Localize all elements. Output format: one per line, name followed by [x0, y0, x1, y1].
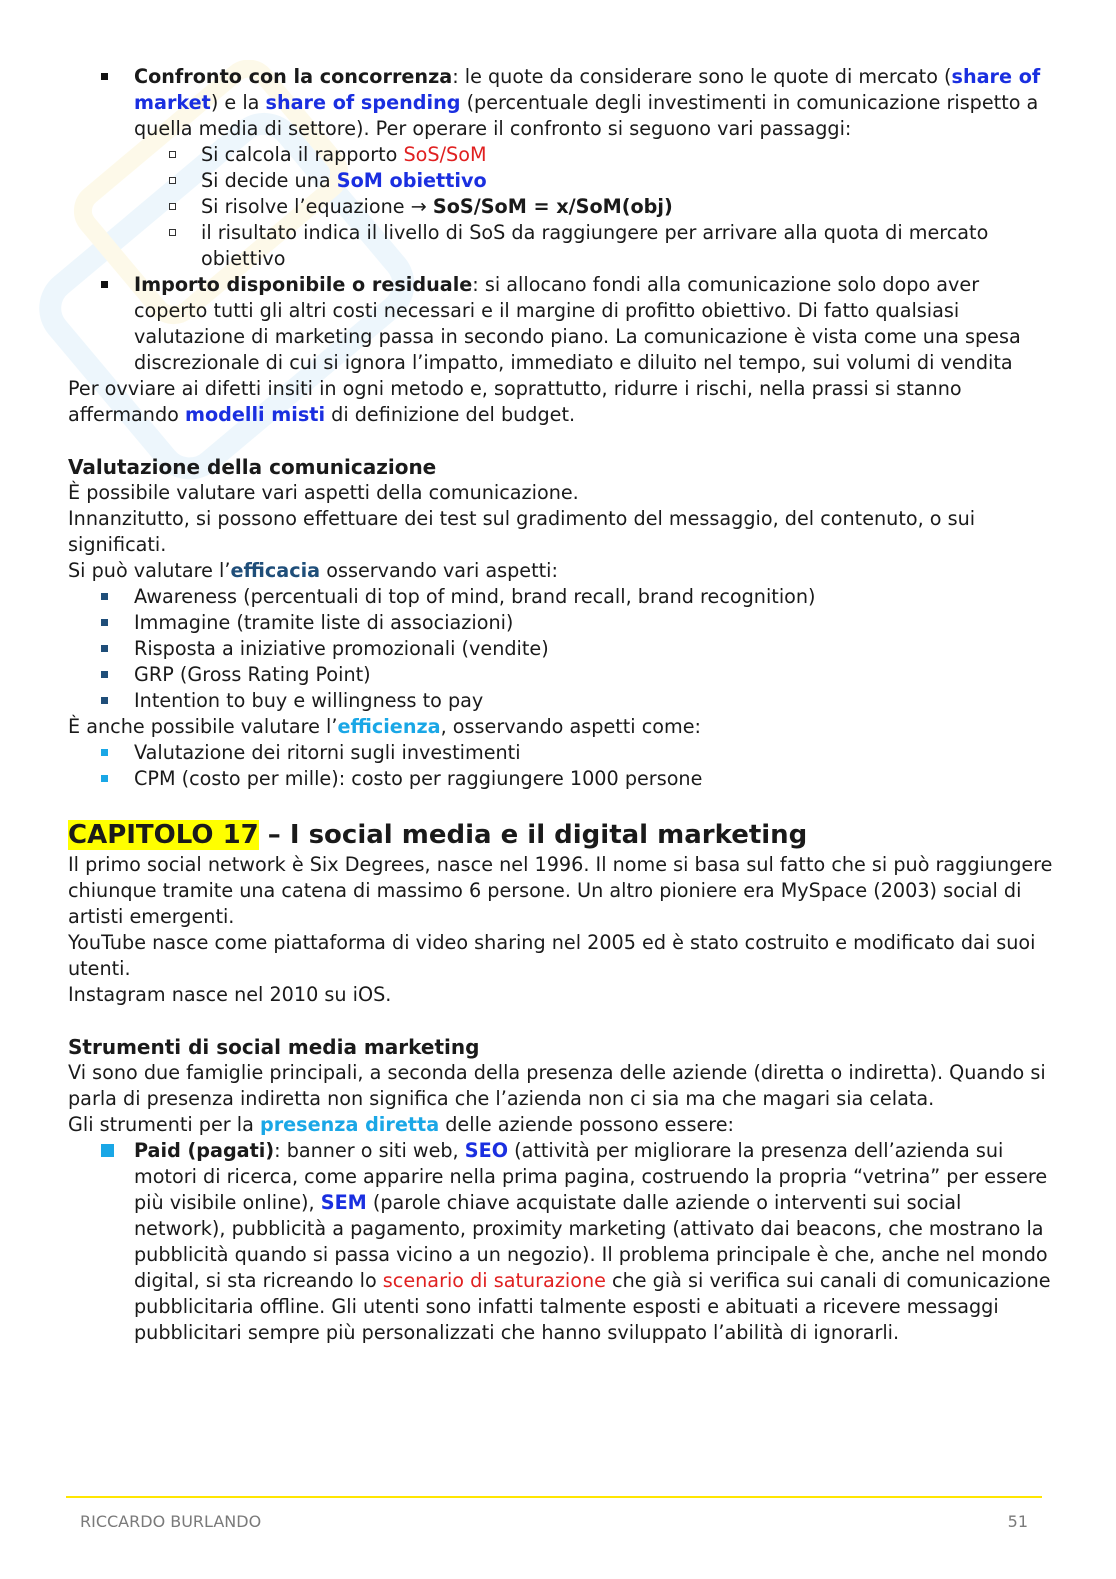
- item-text: che già si verifica sui canali di comunicazione pubblicitaria offline. Gli utenti sono infatti talmente esposti e abituati a ricevere messaggi pubblicitari sempre più personalizzati che hanno sviluppato l’abilità di ignorarli.: [134, 1269, 1051, 1344]
- chapter-label: CAPITOLO 17: [68, 820, 259, 850]
- item-text: GRP (Gross Rating Point): [134, 663, 371, 686]
- list-item: [68, 688, 1058, 714]
- paragraph-text: , osservando aspetti come:: [440, 715, 701, 738]
- list-item: [68, 64, 1058, 272]
- item-text: Immagine (tramite liste di associazioni): [134, 611, 514, 634]
- item-lead: Paid (pagati): [134, 1139, 275, 1162]
- item-text: (percentuale degli investimenti in comunicazione rispetto a quella media di settore). Per operare il confronto si seguono vari passaggi:: [134, 91, 1039, 140]
- paragraph-text: Per ovviare ai difetti insiti in ogni metodo e, soprattutto, ridurre i rischi, nella prassi si stanno affermando: [68, 377, 962, 426]
- keyword-presenza-diretta: presenza diretta: [259, 1113, 440, 1136]
- hollow-square-bullet-icon: [169, 229, 176, 236]
- list-item: [68, 662, 1058, 688]
- paragraph: [68, 558, 1058, 584]
- strumenti-list: [68, 1138, 1058, 1346]
- footer-divider: [66, 1496, 1042, 1498]
- item-text: : banner o siti web,: [274, 1139, 465, 1162]
- paragraph: [68, 1112, 1058, 1138]
- chapter-title: [68, 818, 1058, 852]
- bullet-icon: [101, 1144, 114, 1157]
- hollow-square-bullet-icon: [169, 177, 176, 184]
- item-lead: Importo disponibile o residuale: [134, 273, 473, 296]
- item-text: (parole chiave acquistate dalle aziende o interventi sui social network), pubblicità a pagamento, proximity marketing (attivato dai beacons, che mostrano la pubblicità quando si passa vicino a un negozio). Il problema principale è che, anche nel mondo digital, si sta ricreando lo: [134, 1191, 1048, 1292]
- bullet-icon: [101, 697, 108, 704]
- list-item: [68, 766, 1058, 792]
- list-item: [68, 740, 1058, 766]
- item-text: Risposta a iniziative promozionali (vendite): [134, 637, 549, 660]
- paragraph: Instagram nasce nel 2010 su iOS.: [68, 983, 392, 1006]
- bullet-icon: [101, 645, 108, 652]
- item-text: Valutazione dei ritorni sugli investimenti: [134, 741, 521, 764]
- keyword-modelli-misti: modelli misti: [184, 403, 326, 426]
- paragraph: Innanzitutto, si possono effettuare dei test sul gradimento del messaggio, del contenuto, o sui significati.: [68, 507, 976, 556]
- page-number: 51: [1007, 1512, 1028, 1531]
- list-item: [68, 610, 1058, 636]
- keyword-som-obiettivo: SoM obiettivo: [336, 169, 487, 192]
- step-text: il risultato indica il livello di SoS da raggiungere per arrivare alla quota di mercato obiettivo: [201, 221, 989, 270]
- keyword-seo: SEO: [464, 1139, 509, 1162]
- red-term: SoS/SoM: [403, 143, 487, 166]
- paragraph-text: Si può valutare l’: [68, 559, 231, 582]
- item-text: : si allocano fondi alla comunicazione solo dopo aver coperto tutti gli altri costi necessari e il margine di profitto obiettivo. Di fatto qualsiasi valutazione di marketing passa in secondo piano. La comunicazione è vista come una spesa discrezionale di cui si ignora l’impatto, immediato e diluito nel tempo, sui volumi di vendita: [134, 273, 1021, 374]
- list-item: [68, 142, 1058, 168]
- item-text: ) e la: [210, 91, 266, 114]
- step-text: Si risolve l’equazione →: [201, 195, 433, 218]
- paragraph-text: di definizione del budget.: [325, 403, 576, 426]
- list-item: [68, 220, 1058, 272]
- bullet-icon: [101, 73, 108, 80]
- item-text: : le quote da considerare sono le quote di mercato (: [452, 65, 952, 88]
- step-text: Si calcola il rapporto: [201, 143, 404, 166]
- paragraph: Il primo social network è Six Degrees, nasce nel 1996. Il nome si basa sul fatto che si può raggiungere chiunque tramite una catena di massimo 6 persone. Un altro pioniere era MySpace (2003) social di artisti emergenti.: [68, 853, 1053, 928]
- item-text: (attività per migliorare la presenza dell’azienda sui motori di ricerca, come apparire nella prima pagina, costruendo la propria “vetrina” per essere più visibile online),: [134, 1139, 1048, 1214]
- paragraph-text: È anche possibile valutare l’: [68, 715, 338, 738]
- bullet-icon: [101, 281, 108, 288]
- paragraph-text: osservando vari aspetti:: [320, 559, 558, 582]
- list-item: [68, 272, 1058, 376]
- bullet-icon: [101, 671, 108, 678]
- item-text: Intention to buy e willingness to pay: [134, 689, 484, 712]
- item-text: CPM (costo per mille): costo per raggiungere 1000 persone: [134, 767, 703, 790]
- section-heading: Valutazione della comunicazione: [68, 455, 437, 479]
- keyword-efficienza: efficienza: [337, 715, 441, 738]
- bullet-icon: [101, 775, 108, 782]
- paragraph-text: delle aziende possono essere:: [439, 1113, 735, 1136]
- list-item: [68, 584, 1058, 610]
- efficienza-list: [68, 740, 1058, 792]
- step-text: Si decide una: [201, 169, 337, 192]
- keyword-share-of-market: share of market: [134, 65, 1041, 114]
- spacer: [68, 428, 1058, 454]
- keyword-share-of-spending: share of spending: [265, 91, 461, 114]
- efficacia-list: [68, 584, 1058, 714]
- steps-list: [134, 142, 1058, 272]
- spacer: [68, 1008, 1058, 1034]
- mixed-models-paragraph: [68, 376, 1058, 428]
- paragraph: È possibile valutare vari aspetti della comunicazione.: [68, 481, 579, 504]
- bullet-icon: [101, 619, 108, 626]
- item-lead: Confronto con la concorrenza: [134, 65, 453, 88]
- list-item: [68, 636, 1058, 662]
- section-heading: Strumenti di social media marketing: [68, 1035, 480, 1059]
- list-item: [68, 1138, 1058, 1346]
- list-item: [68, 194, 1058, 220]
- equation: SoS/SoM = x/SoM(obj): [432, 195, 673, 218]
- page-content: [68, 64, 1058, 1346]
- red-term: scenario di saturazione: [382, 1269, 606, 1292]
- footer-author: RICCARDO BURLANDO: [80, 1512, 262, 1531]
- bullet-icon: [101, 593, 108, 600]
- keyword-efficacia: efficacia: [230, 559, 321, 582]
- paragraph: YouTube nasce come piattaforma di video sharing nel 2005 ed è stato costruito e modificato dai suoi utenti.: [68, 931, 1036, 980]
- hollow-square-bullet-icon: [169, 151, 176, 158]
- item-text: Awareness (percentuali di top of mind, brand recall, brand recognition): [134, 585, 816, 608]
- paragraph: Vi sono due famiglie principali, a seconda della presenza delle aziende (diretta o indiretta). Quando si parla di presenza indiretta non significa che l’azienda non ci sia ma che magari sia celata.: [68, 1061, 1046, 1110]
- list-item: [68, 168, 1058, 194]
- spacer: [68, 792, 1058, 818]
- chapter-title-text: – I social media e il digital marketing: [258, 820, 808, 850]
- paragraph: [68, 714, 1058, 740]
- bullet-icon: [101, 749, 108, 756]
- paragraph-text: Gli strumenti per la: [68, 1113, 260, 1136]
- keyword-sem: SEM: [320, 1191, 367, 1214]
- budget-methods-list: [68, 64, 1058, 376]
- hollow-square-bullet-icon: [169, 203, 176, 210]
